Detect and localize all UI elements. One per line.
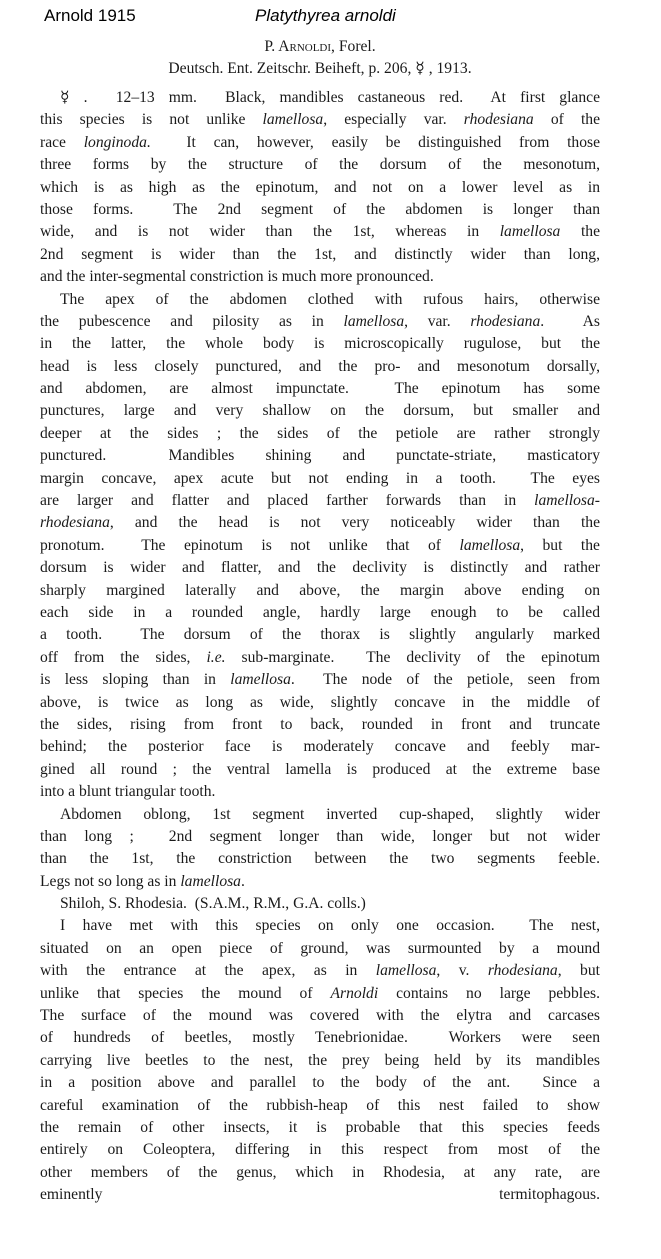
text-segment: behind; the posterior face is moderately concave and feebly mar- xyxy=(40,738,600,756)
text-line xyxy=(40,1072,600,1094)
text-segment: , and the head is not very noticeably wider than the xyxy=(109,514,600,532)
text-line xyxy=(40,177,600,199)
text-segment: punctures, large and very shallow on the dorsum, but smaller and xyxy=(40,402,600,420)
text-segment: above, is twice as long as wide, slightly concave in the middle of xyxy=(40,693,600,711)
text-line xyxy=(40,490,600,512)
text-segment: Shiloh, S. Rhodesia. (S.A.M., R.M., G.A. colls.) xyxy=(60,895,366,913)
text-line xyxy=(40,154,600,176)
text-segment: , especially var. xyxy=(323,111,464,129)
text-segment: The apex of the abdomen clothed with rufous hairs, otherwise xyxy=(60,290,600,308)
text-segment: . xyxy=(240,872,245,890)
text-line xyxy=(40,759,600,781)
text-line xyxy=(40,199,600,221)
text-segment: three forms by the structure of the dorsum of the mesonotum, xyxy=(40,156,600,174)
citation-author-name: rnoldi xyxy=(289,38,332,55)
text-segment: the pubescence and pilosity as in xyxy=(40,312,344,330)
italic-taxon: lamellosa xyxy=(262,111,324,129)
italic-taxon: rhodesiana xyxy=(40,514,110,532)
text-segment: pronotum. The epinotum is not unlike that of xyxy=(40,536,460,554)
text-line xyxy=(40,983,600,1005)
text-segment: the remain of other insects, it is probable that this species feeds xyxy=(40,1118,600,1136)
text-segment: than long ; 2nd segment longer than wide, longer but not wider xyxy=(40,827,600,845)
italic-taxon: i.e. xyxy=(206,648,226,666)
text-line xyxy=(40,109,600,131)
text-segment: the xyxy=(560,223,601,241)
text-segment: It can, however, easily be distinguished from those xyxy=(150,133,600,151)
text-line xyxy=(40,1005,600,1027)
text-line xyxy=(40,87,600,109)
text-segment: deeper at the sides ; the sides of the petiole are rather strongly xyxy=(40,424,600,442)
text-segment: each side in a rounded angle, hardly large enough to be called xyxy=(40,603,600,621)
text-segment: race xyxy=(40,133,84,151)
text-line xyxy=(40,960,600,982)
text-line xyxy=(40,647,600,669)
text-segment: Abdomen oblong, 1st segment inverted cup-shaped, slightly wider xyxy=(60,805,600,823)
text-segment: entirely on Coleoptera, differing in this respect from most of the xyxy=(40,1141,600,1159)
italic-taxon: lamellosa xyxy=(459,536,521,554)
species-description xyxy=(40,87,600,1207)
text-line xyxy=(40,244,600,266)
text-segment: gined all round ; the ventral lamella is produced at the extreme base xyxy=(40,760,600,778)
italic-taxon: lamellosa xyxy=(230,671,291,689)
italic-taxon: rhodesiana xyxy=(470,312,541,330)
text-line xyxy=(40,624,600,646)
text-line xyxy=(40,356,600,378)
text-line xyxy=(40,132,600,154)
text-segment: of hundreds of beetles, mostly Tenebrionidae. Workers were seen xyxy=(40,1029,600,1047)
text-segment: sub-marginate. The declivity of the epinotum xyxy=(225,648,600,666)
citation-author-initial: P. A xyxy=(264,38,290,55)
text-segment: The surface of the mound was covered with the elytra and carcases xyxy=(40,1007,600,1025)
text-segment: and the inter-segmental constriction is much more pronounced. xyxy=(40,268,434,286)
text-line xyxy=(40,378,600,400)
text-line xyxy=(40,535,600,557)
text-segment: Legs not so long as in xyxy=(40,872,181,890)
text-segment: into a blunt triangular tooth. xyxy=(40,783,216,801)
italic-taxon: lamellosa xyxy=(375,962,437,980)
text-line xyxy=(40,1184,600,1206)
text-line xyxy=(40,1050,600,1072)
text-line xyxy=(40,781,600,803)
text-segment: , var. xyxy=(404,312,471,330)
text-line xyxy=(40,602,600,624)
text-line xyxy=(40,445,600,467)
text-segment: a tooth. The dorsum of the thorax is slightly angularly marked xyxy=(40,626,600,644)
text-line xyxy=(40,848,600,870)
text-line xyxy=(40,1027,600,1049)
italic-taxon: lamellosa xyxy=(180,872,241,890)
header-species-name: Platythyrea arnoldi xyxy=(255,6,396,25)
text-line xyxy=(40,423,600,445)
text-line xyxy=(40,692,600,714)
text-line xyxy=(40,804,600,826)
text-line xyxy=(40,289,600,311)
text-segment: , but the xyxy=(520,536,600,554)
text-line xyxy=(40,826,600,848)
italic-taxon: lamellosa- xyxy=(534,492,600,510)
text-segment: the sides, rising from front to back, rounded in front and truncate xyxy=(40,715,600,733)
header-author-year: Arnold 1915 xyxy=(44,6,136,25)
text-segment: wide, and is not wider than the 1st, whereas in xyxy=(40,223,500,241)
text-line xyxy=(40,736,600,758)
italic-taxon: lamellosa xyxy=(499,223,561,241)
italic-taxon: Arnoldi xyxy=(330,984,379,1002)
italic-taxon: longinoda. xyxy=(83,133,151,151)
text-segment: I have met with this species on only one occasion. The nest, xyxy=(60,917,600,935)
text-segment: contains no large pebbles. xyxy=(378,984,600,1002)
text-segment: . The node of the petiole, seen from xyxy=(290,671,600,689)
text-segment: are larger and flatter and placed farther forwards than in xyxy=(40,492,535,510)
italic-taxon: rhodesiana xyxy=(487,962,558,980)
text-segment: . As xyxy=(540,312,600,330)
text-line xyxy=(40,266,600,288)
text-segment: careful examination of the rubbish-heap of this nest failed to show xyxy=(40,1096,600,1114)
text-line xyxy=(40,311,600,333)
text-line xyxy=(40,1117,600,1139)
text-segment: which is as high as the epinotum, and not on a lower level as in xyxy=(40,178,600,196)
text-segment: is less sloping than in xyxy=(40,671,231,689)
text-line xyxy=(40,580,600,602)
text-segment: , but xyxy=(557,962,600,980)
text-line xyxy=(40,1095,600,1117)
text-line xyxy=(40,714,600,736)
text-segment: 2nd segment is wider than the 1st, and distinctly wider than long, xyxy=(40,245,600,263)
text-line xyxy=(40,1162,600,1184)
text-segment: situated on an open piece of ground, was surmounted by a mound xyxy=(40,939,600,957)
text-segment: this species is not unlike xyxy=(40,111,263,129)
text-segment: ☿ . 12–13 mm. Black, mandibles castaneous red. At first glance xyxy=(60,89,600,106)
text-segment: unlike that species the mound of xyxy=(40,984,331,1002)
text-segment: , v. xyxy=(436,962,488,980)
text-segment: punctured. Mandibles shining and punctate-striate, masticatory xyxy=(40,447,600,465)
text-segment: in the latter, the whole body is microscopically rugulose, but the xyxy=(40,335,600,353)
text-line xyxy=(40,915,600,937)
text-line xyxy=(40,512,600,534)
citation-author-suffix: , Forel. xyxy=(331,38,376,55)
text-segment: head is less closely punctured, and the pro- and mesonotum dorsally, xyxy=(40,357,600,375)
text-line xyxy=(40,557,600,579)
text-line xyxy=(40,871,600,893)
citation-reference: Deutsch. Ent. Zeitschr. Beiheft, p. 206, ☿ , 1913. xyxy=(168,60,472,78)
text-segment: off from the sides, xyxy=(40,648,207,666)
text-line xyxy=(40,333,600,355)
text-line xyxy=(40,893,600,915)
text-line xyxy=(40,468,600,490)
text-segment: and abdomen, are almost impunctate. The epinotum has some xyxy=(40,380,600,398)
italic-taxon: rhodesiana xyxy=(463,111,534,129)
text-segment: in a position above and parallel to the body of the ant. Since a xyxy=(40,1074,600,1092)
text-segment: with the entrance at the apex, as in xyxy=(40,962,376,980)
text-segment: other members of the genus, which in Rhodesia, at any rate, are xyxy=(40,1163,600,1181)
citation-author xyxy=(40,36,600,58)
text-line xyxy=(40,221,600,243)
text-line xyxy=(40,669,600,691)
text-line xyxy=(40,1139,600,1161)
text-segment: those forms. The 2nd segment of the abdomen is longer than xyxy=(40,200,600,218)
text-segment: of the xyxy=(533,111,600,129)
text-segment: carrying live beetles to the nest, the prey being held by its mandibles xyxy=(40,1051,600,1069)
citation-block xyxy=(40,36,600,81)
text-segment: margin concave, apex acute but not ending in a tooth. The eyes xyxy=(40,469,600,487)
text-line xyxy=(40,400,600,422)
italic-taxon: lamellosa xyxy=(343,312,405,330)
text-segment: dorsum is wider and flatter, and the declivity is distinctly and rather xyxy=(40,559,600,577)
text-segment: than the 1st, the constriction between the two segments feeble. xyxy=(40,850,600,868)
text-line xyxy=(40,938,600,960)
text-segment: sharply margined laterally and above, the margin above ending on xyxy=(40,581,600,599)
text-segment: eminently termitophagous. xyxy=(40,1186,600,1204)
